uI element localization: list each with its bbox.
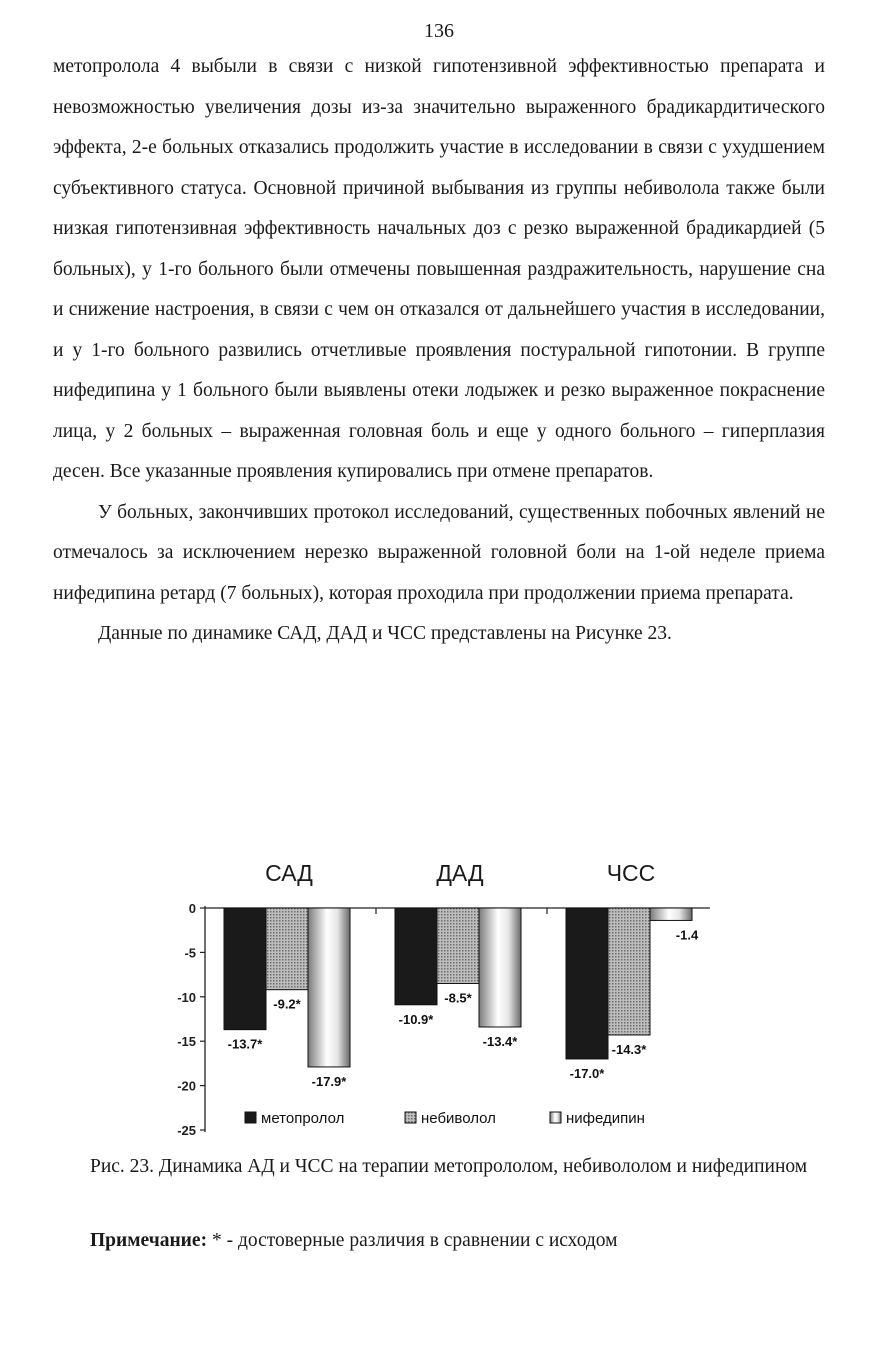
figure-caption: Рис. 23. Динамика АД и ЧСС на терапии метопрололом, небивололом и нифедипином xyxy=(90,1156,808,1177)
data-label: -13.4* xyxy=(482,1033,518,1049)
legend-swatch xyxy=(405,1112,416,1123)
legend-swatch xyxy=(550,1112,561,1123)
data-label: -9.2* xyxy=(273,996,301,1012)
y-tick-label: -5 xyxy=(184,945,196,961)
category-label: ЧСС xyxy=(606,860,656,886)
y-tick-label: 0 xyxy=(188,901,196,916)
bar xyxy=(437,908,479,983)
paragraph-1: метопролола 4 выбыли в связи с низкой гипотензивной эффективностью препарата и невозможностью увеличения дозы из-за значительно выраженного брадикардитического эффекта, 2-е больных отказались продолжить участие в исследовании в связи с ухудшением субъективного статуса. Основной причиной выбывания из группы небиволола также были низкая гипотензивная эффективность начальных доз с резко выраженной брадикардией (5 больных), у 1-го больного были отмечены повышенная раздражительность, нарушение сна и снижение настроения, в связи с чем он отказался от дальнейшего участия в исследовании, и у 1-го больного развились отчетливые проявления постуральной гипотонии. В группе нифедипина у 1 больного были выявлены отеки лодыжек и резко выраженное покраснение лица, у 2 больных – выраженная головная боль и еще у одного больного – гиперплазия десен. Все указанные проявления купировались при отмене препаратов. xyxy=(53,56,825,482)
bar xyxy=(479,908,521,1027)
figure-note xyxy=(90,1226,810,1255)
bar xyxy=(608,908,650,1035)
data-label: -1.4 xyxy=(675,927,699,943)
legend-label: метопролол xyxy=(261,1110,345,1127)
body-text xyxy=(53,47,825,655)
paragraph-2: У больных, закончивших протокол исследований, существенных побочных явлений не отмечалось за исключением нерезко выраженной головной боли на 1-ой неделе приема нифедипина ретард (7 больных), которая проходила при продолжении приема препарата. xyxy=(53,501,825,604)
legend-label: нифедипин xyxy=(566,1110,645,1127)
legend-swatch xyxy=(245,1112,256,1123)
bar xyxy=(308,908,350,1067)
paragraph-3: Данные по динамике САД, ДАД и ЧСС представлены на Рисунке 23. xyxy=(98,623,672,644)
y-tick-label: -10 xyxy=(177,989,196,1005)
y-tick-label: -25 xyxy=(177,1123,196,1138)
data-label: -17.0* xyxy=(569,1065,605,1081)
bar xyxy=(266,908,308,990)
data-label: -13.7* xyxy=(227,1036,263,1052)
legend-label: небиволол xyxy=(421,1110,496,1127)
bar xyxy=(224,908,266,1030)
y-tick-label: -20 xyxy=(177,1078,196,1094)
y-tick-label: -15 xyxy=(177,1034,196,1050)
data-label: -10.9* xyxy=(398,1011,434,1027)
data-label: -17.9* xyxy=(311,1073,347,1089)
bar xyxy=(650,908,692,920)
bar xyxy=(566,908,608,1059)
note-label: Примечание: xyxy=(90,1230,208,1251)
data-label: -14.3* xyxy=(611,1041,647,1057)
note-text: * - достоверные различия в сравнении с исходом xyxy=(207,1230,618,1251)
page-number: 136 xyxy=(424,20,454,42)
category-label: ДАД xyxy=(436,860,484,886)
bar xyxy=(395,908,437,1005)
data-label: -8.5* xyxy=(444,990,472,1006)
figure-23-chart xyxy=(150,848,710,1148)
bar-chart xyxy=(150,848,710,1148)
category-label: САД xyxy=(265,860,313,886)
